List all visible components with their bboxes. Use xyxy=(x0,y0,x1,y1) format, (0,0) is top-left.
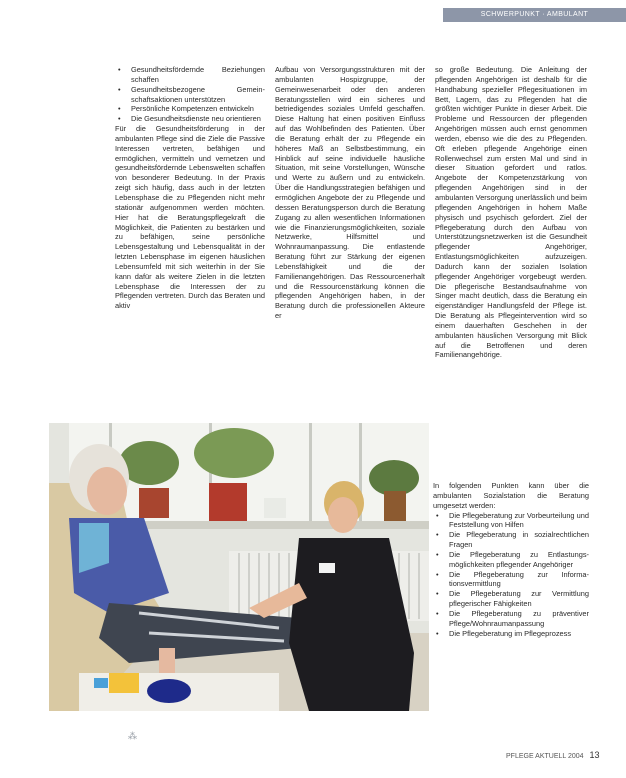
list-item: • Die Pflegeberatung im Pflegeprozess xyxy=(433,629,589,639)
body-paragraph: so große Bedeutung. Die Anleitung der pflegenden Angehörigen ist deshalb für die Handhabung spezieller Pflegesituationen im Bett, Lagern, das zu Pflegenden hat die größten wichtiger Punkte in dieser Arbeit. Die Probleme und Ressourcen der pflegenden Angehörigen müssen auch ernst genommen werden, ebenso wie die des zu Pflegenden. Oft erleben pflegende Angehörige einen Rollenwechsel zum ersten Mal und sind in dieser Situation gefordert und ratlos. Angebote der Kompetenzstärkung von pflegenden Angehörigen sind in der ambulanten Versorgung unerlässlich und beim pflegenden Angehörigen in hohem Maße physisch und psychisch gefordert. Ziel der Pflegeberatung durch den Aufbau von Unterstützungsnetzwerken ist die Gesundheit pflegender Angehöriger, Entlastungsmöglichkeiten aufzuzeigen. Dadurch kann der sozialen Isolation pflegender Angehöriger vorgebeugt werden. Die pflegerische Bestandsaufnahme von Singer macht deutlich, dass die Beratung ein eigenständiger Handlungsfeld der Pflege ist. Die Beratung als Pflegeintervention wird so einem dauerhaften Geschehen in der ambulanten häuslichen Versorgung mit Blick auf die Betroffenen und deren Familienangehörige. xyxy=(435,65,587,360)
page-number: 13 xyxy=(589,750,600,760)
section-header-label: SCHWERPUNKT · AMBULANT xyxy=(443,8,626,22)
body-paragraph: Aufbau von Versorgungsstrukturen mit der ambulanten Hospizgruppe, der Gemeinwesenarbeit oder den anderen Beratungsstellen wird ein sicheres und betriedigendes soziales Umfeld geschaffen. Diese Haltung hat einen positiven Einfluss auf das Wohlbefinden des Patienten. Über die Beratung erhält der zu Pflegende ein höheres Maß an Selbstbestimmung, ein Hinblick auf seine individuelle häusliche Situation, mit seine Vorstellungen, Wünsche und Werte zu äußern und zu entwickeln. Über die Handlungsstrategien befähigen und ermöglichen Angebote der zu Pflegende und dessen Beratungsperson durch die Beratung Zugang zu allen wesentlichen Informationen wie die Finanzierungsmöglichkeiten, soziale Netzwerke, Hilfsmittel und Wohnraumanpassung. Die entlastende Beratung führt zur Stärkung der eigenen Lebensfähigkeit und die der Familienangehörigen. Das Ressourcenerhalt und die Ressourcenstärkung können die pflegenden Angehörigen haben, in der Beratung durch die professionellen Akteure er xyxy=(275,65,425,321)
list-item: • Die Gesundheitsdienste neu orientieren xyxy=(115,114,265,124)
list-item: • Die Pflegeberatung zu präventiver Pflege/Wohnraumanpassung xyxy=(433,609,589,629)
list-item: • Die Pflegeberatung zur Vorbeurteilung und Feststellung von Hilfen xyxy=(433,511,589,531)
bullet-list-3 xyxy=(433,511,589,639)
intro-paragraph: In folgenden Punkten kann über die ambulanten Sozialstation die Beratung umgesetzt werden: xyxy=(433,481,589,510)
bullet-list-1 xyxy=(115,65,265,124)
list-item: • Die Pflegeberatung zur Vermittlung pflegerischer Fähigkeiten xyxy=(433,589,589,609)
text-column-1 xyxy=(115,65,265,311)
list-item: • Persönliche Kompetenzen entwickeln xyxy=(115,104,265,114)
photo-nurse-with-patient xyxy=(49,423,429,711)
list-item: • Gesundheitsfördernde Beziehungen schaffen xyxy=(115,65,265,85)
list-item: • Die Pflegeberatung zu Entlastungsmöglichkeiten pflegender Angehöriger xyxy=(433,550,589,570)
text-column-3 xyxy=(435,65,587,475)
text-column-2 xyxy=(275,65,425,321)
list-item: • Die Pflegeberatung zur Informationsvermittlung xyxy=(433,570,589,590)
page-footer xyxy=(506,750,600,760)
image-credit-mark: ⁂ xyxy=(128,732,137,742)
photo-illustration xyxy=(49,423,429,711)
list-item: • Gesundheitsbezogene Gemeinschaftsaktionen unterstützen xyxy=(115,85,265,105)
journal-name: PFLEGE AKTUELL 2004 xyxy=(506,753,584,760)
body-paragraph: Für die Gesundheitsförderung in der ambulanten Pflege sind die Ziele die Passive Interessen vertreten, befähigen und ermöglichen, vermitteln und vernetzen und gesundheitsfördernde Lebenswelten schaffen von besonderer Bedeutung. In der Praxis zeigt sich häufig, dass auch in der letzten Lebensphase die zu Pflegenden nicht mehr stationär aufgenommen werden möchten. Hier hat die Beratungspflegekraft die Möglichkeit, die Patienten zu bestärken und zu befähigen, seine persönliche Lebensgestaltung und Lebensqualität in der letzten Lebensphase im eigenen häuslichen Lebensumfeld mit sich weiterhin in der Sie kann dafür als weitere Zielen in die letzten Lebensphase die Interessen der zu Pflegenden vertreten. Durch das Beraten und aktiv xyxy=(115,124,265,311)
text-column-3-lower xyxy=(433,481,589,639)
list-item: • Die Pflegeberatung in sozialrechtlichen Fragen xyxy=(433,530,589,550)
